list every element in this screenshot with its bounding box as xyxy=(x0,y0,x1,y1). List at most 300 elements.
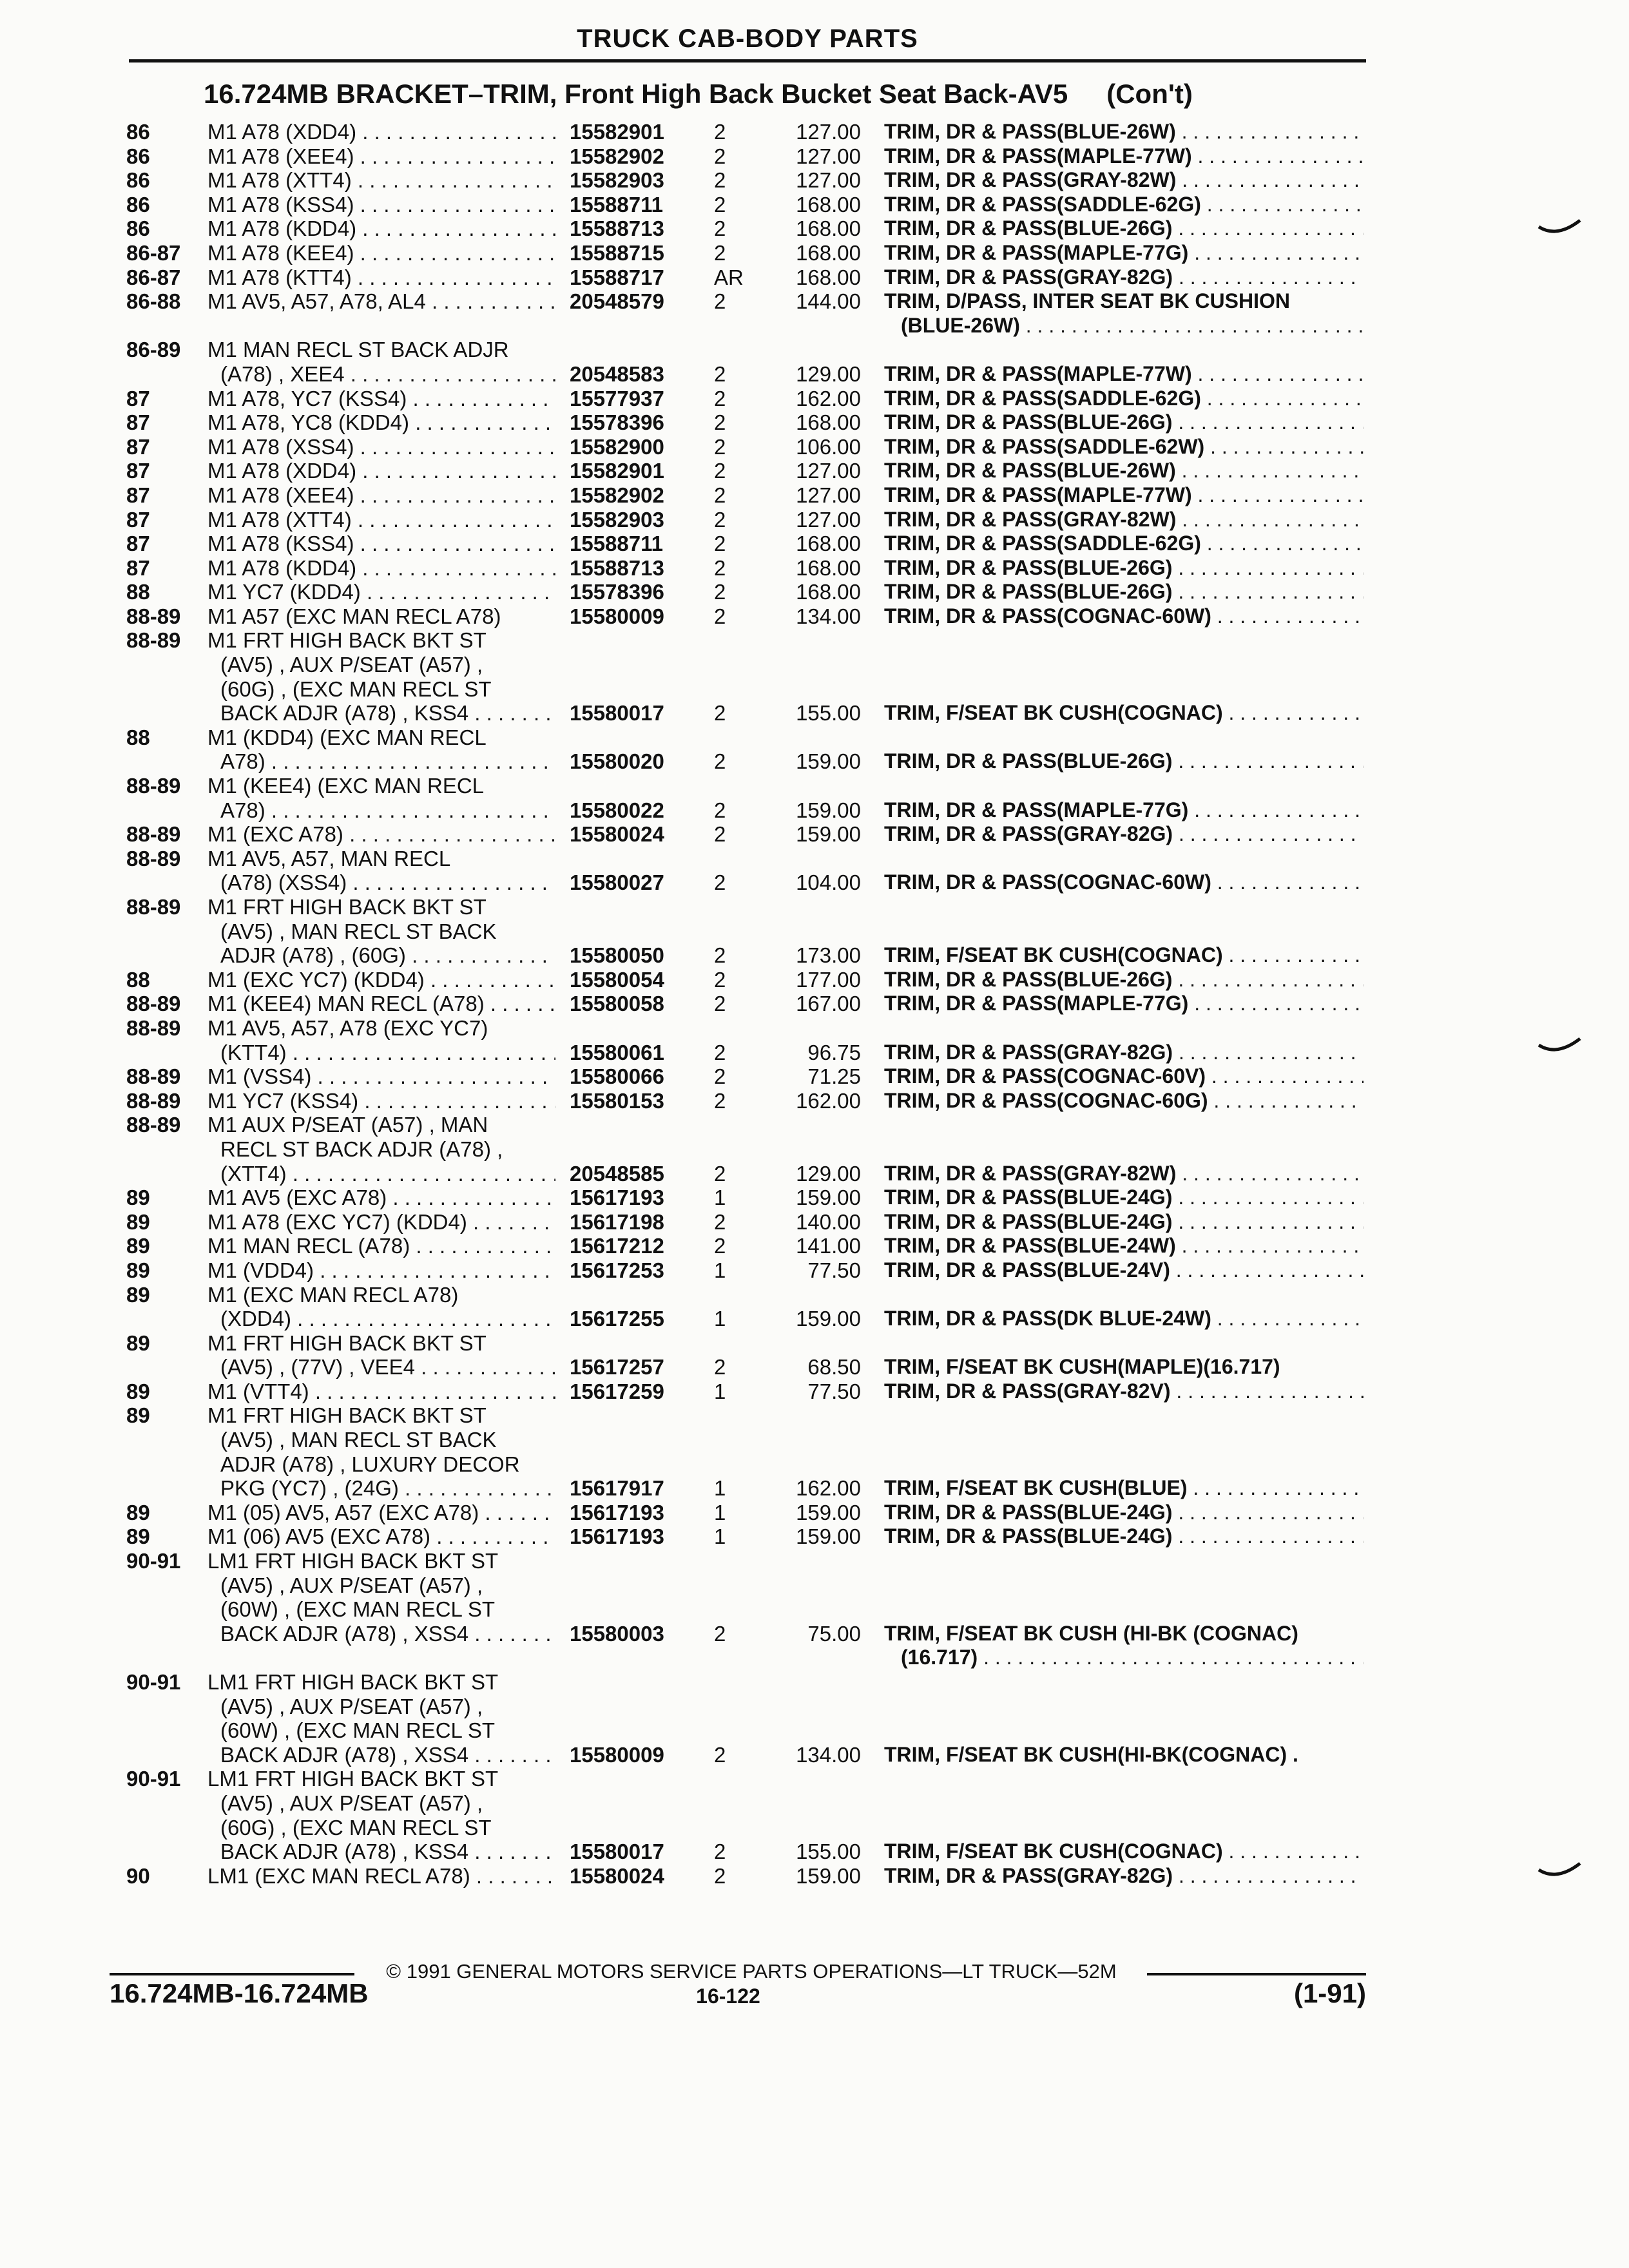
part-name-cell: TRIM, F/SEAT BK CUSH(COGNAC) . . . xyxy=(884,701,1364,726)
part-name-cell: TRIM, DR & PASS(SADDLE-62G) . . . xyxy=(884,387,1364,411)
price-cell: 159.00 xyxy=(796,1524,861,1549)
year-cell: 88 xyxy=(126,725,150,749)
usage-cell: RECL ST BACK ADJR (A78) , xyxy=(220,1137,503,1161)
part-number-cell: 15580022 xyxy=(570,798,664,822)
year-cell: 87 xyxy=(126,386,150,410)
quantity-cell: 2 xyxy=(714,240,726,265)
quantity-cell: 1 xyxy=(714,1186,726,1210)
table-row xyxy=(0,1816,1629,1840)
usage-cell: (60G) , (EXC MAN RECL ST xyxy=(220,1815,492,1840)
part-number-cell: 15580061 xyxy=(570,1040,664,1064)
part-number-cell: 15582902 xyxy=(570,483,664,507)
year-cell: 88-89 xyxy=(126,895,181,919)
table-row xyxy=(0,1283,1629,1307)
usage-cell: M1 AV5, A57, A78 (EXC YC7) xyxy=(207,1015,488,1040)
price-cell: 168.00 xyxy=(796,410,861,435)
table-row xyxy=(0,144,1629,169)
usage-cell: M1 A78 (KSS4) . . . xyxy=(207,532,555,556)
usage-cell: M1 FRT HIGH BACK BKT ST xyxy=(207,628,487,653)
part-name-cell: TRIM, F/SEAT BK CUSH(BLUE) . . . xyxy=(884,1476,1364,1501)
quantity-cell: 2 xyxy=(714,992,726,1016)
table-row xyxy=(0,1089,1629,1113)
price-cell: 168.00 xyxy=(796,240,861,265)
usage-cell: M1 AV5, A57, MAN RECL xyxy=(207,846,451,870)
quantity-cell: 2 xyxy=(714,798,726,822)
part-number-cell: 15617193 xyxy=(570,1500,664,1524)
part-name-cell: TRIM, DR & PASS(BLUE-26G) . . . xyxy=(884,556,1364,581)
part-number-cell: 15580066 xyxy=(570,1064,664,1089)
quantity-cell: 2 xyxy=(714,1621,726,1646)
table-row xyxy=(0,1597,1629,1622)
usage-cell: ADJR (A78) , LUXURY DECOR xyxy=(220,1452,520,1476)
year-cell: 86 xyxy=(126,120,150,144)
footer-page-number: 16-122 xyxy=(696,1984,760,2008)
table-row xyxy=(0,1791,1629,1816)
table-row xyxy=(0,943,1629,968)
part-number-cell: 15617253 xyxy=(570,1258,664,1282)
year-cell: 90-91 xyxy=(126,1549,181,1573)
table-row xyxy=(0,289,1629,314)
table-row xyxy=(0,1476,1629,1501)
part-name-cell: TRIM, DR & PASS(BLUE-24G) . . . xyxy=(884,1524,1364,1549)
part-name-cell: TRIM, DR & PASS(BLUE-26G) . . . xyxy=(884,216,1364,241)
quantity-cell: 2 xyxy=(714,144,726,168)
part-name-cell: TRIM, DR & PASS(GRAY-82W) . . . xyxy=(884,1162,1364,1186)
price-cell: 168.00 xyxy=(796,532,861,556)
usage-cell: M1 A78 (XDD4) . . . xyxy=(207,120,555,144)
header-rule xyxy=(129,59,1366,62)
year-cell: 88-89 xyxy=(126,1113,181,1137)
part-name-cell: TRIM, DR & PASS(MAPLE-77W) . . . xyxy=(884,144,1364,169)
table-row xyxy=(0,1573,1629,1598)
price-cell: 155.00 xyxy=(796,701,861,726)
usage-cell: M1 YC7 (KDD4) . . . xyxy=(207,580,555,604)
quantity-cell: 1 xyxy=(714,1258,726,1282)
table-row xyxy=(0,677,1629,702)
price-cell: 68.50 xyxy=(807,1355,861,1379)
quantity-cell: 2 xyxy=(714,120,726,144)
part-number-cell: 15617193 xyxy=(570,1186,664,1210)
part-name-cell: TRIM, DR & PASS(SADDLE-62G) . . . xyxy=(884,193,1364,217)
price-cell: 173.00 xyxy=(796,943,861,968)
year-cell: 87 xyxy=(126,410,150,435)
part-number-cell: 15580003 xyxy=(570,1621,664,1646)
footer-rule-right xyxy=(1147,1973,1366,1975)
usage-cell: A78) . . . xyxy=(220,749,555,774)
part-name-cell: TRIM, DR & PASS(BLUE-26G) . . . xyxy=(884,749,1364,774)
usage-cell: ADJR (A78) , (60G) . . . xyxy=(220,943,555,968)
price-cell: 77.50 xyxy=(807,1258,861,1282)
table-row xyxy=(0,556,1629,581)
year-cell: 86 xyxy=(126,168,150,193)
quantity-cell: 2 xyxy=(714,532,726,556)
quantity-cell: 2 xyxy=(714,386,726,410)
quantity-cell: 1 xyxy=(714,1500,726,1524)
year-cell: 86-87 xyxy=(126,265,181,289)
table-row xyxy=(0,1767,1629,1791)
table-row xyxy=(0,168,1629,193)
usage-cell: M1 FRT HIGH BACK BKT ST xyxy=(207,895,487,919)
price-cell: 159.00 xyxy=(796,749,861,774)
price-cell: 162.00 xyxy=(796,1476,861,1501)
table-row xyxy=(0,120,1629,144)
usage-cell: (60W) , (EXC MAN RECL ST xyxy=(220,1718,495,1743)
part-number-cell: 15588717 xyxy=(570,265,664,289)
usage-cell: BACK ADJR (A78) , KSS4 . . . xyxy=(220,701,555,726)
table-row xyxy=(0,1016,1629,1041)
usage-cell: M1 A78 (XDD4) . . . xyxy=(207,459,555,483)
quantity-cell: 1 xyxy=(714,1476,726,1501)
part-name-cell: TRIM, DR & PASS(COGNAC-60V) . . . xyxy=(884,1064,1364,1089)
usage-cell: (AV5) , AUX P/SEAT (A57) , xyxy=(220,1791,483,1815)
usage-cell: A78) . . . xyxy=(220,798,555,823)
year-cell: 89 xyxy=(126,1331,150,1355)
part-name-cell: TRIM, DR & PASS(GRAY-82V) . . . xyxy=(884,1379,1364,1404)
price-cell: 134.00 xyxy=(796,604,861,628)
price-cell: 106.00 xyxy=(796,434,861,459)
price-cell: 141.00 xyxy=(796,1234,861,1258)
table-row xyxy=(0,1718,1629,1743)
footer-date: (1-91) xyxy=(1293,1978,1366,2008)
table-row xyxy=(0,1403,1629,1428)
year-cell: 89 xyxy=(126,1282,150,1307)
usage-cell: M1 FRT HIGH BACK BKT ST xyxy=(207,1403,487,1428)
year-cell: 87 xyxy=(126,555,150,580)
part-number-cell: 15588711 xyxy=(570,192,664,216)
price-cell: 127.00 xyxy=(796,507,861,532)
part-name-cell: TRIM, DR & PASS(BLUE-24G) . . . xyxy=(884,1501,1364,1525)
table-row xyxy=(0,387,1629,411)
usage-cell: M1 (05) AV5, A57 (EXC A78) . . . xyxy=(207,1501,555,1525)
price-cell: 155.00 xyxy=(796,1840,861,1864)
year-cell: 89 xyxy=(126,1186,150,1210)
table-row xyxy=(0,410,1629,435)
part-number-cell: 15582901 xyxy=(570,120,664,144)
part-name-cell: TRIM, DR & PASS(MAPLE-77W) . . . xyxy=(884,483,1364,508)
section-title xyxy=(204,79,1376,115)
part-number-cell: 15580009 xyxy=(570,604,664,628)
table-row xyxy=(0,1355,1629,1379)
price-cell: 168.00 xyxy=(796,555,861,580)
part-name-cell: TRIM, DR & PASS(GRAY-82G) . . . xyxy=(884,1041,1364,1065)
price-cell: 159.00 xyxy=(796,798,861,822)
section-title-text: 16.724MB BRACKET–TRIM, Front High Back Bucket Seat Back-AV5 xyxy=(204,79,1068,109)
table-row xyxy=(0,193,1629,217)
quantity-cell: 2 xyxy=(714,1161,726,1186)
table-row xyxy=(0,992,1629,1016)
year-cell: 88-89 xyxy=(126,1088,181,1113)
part-name-cell: TRIM, DR & PASS(GRAY-82W) . . . xyxy=(884,168,1364,193)
price-cell: 159.00 xyxy=(796,1307,861,1331)
part-name-cell: TRIM, DR & PASS(BLUE-24G) . . . xyxy=(884,1210,1364,1235)
part-number-cell: 15582903 xyxy=(570,168,664,193)
table-row xyxy=(0,265,1629,290)
year-cell: 87 xyxy=(126,434,150,459)
check-mark-icon xyxy=(1537,219,1583,238)
part-name-cell: TRIM, DR & PASS(MAPLE-77G) . . . xyxy=(884,798,1364,823)
usage-cell: (AV5) , AUX P/SEAT (A57) , xyxy=(220,653,483,677)
usage-cell: LM1 FRT HIGH BACK BKT ST xyxy=(207,1670,499,1694)
table-row xyxy=(0,847,1629,871)
usage-cell: M1 AV5 (EXC A78) . . . xyxy=(207,1186,555,1210)
quantity-cell: 2 xyxy=(714,1064,726,1089)
year-cell: 88-89 xyxy=(126,604,181,628)
year-cell: 89 xyxy=(126,1379,150,1403)
part-number-cell: 15580020 xyxy=(570,749,664,774)
usage-cell: M1 A78 (XSS4) . . . xyxy=(207,435,555,459)
part-name-cell: TRIM, DR & PASS(COGNAC-60W) . . . xyxy=(884,604,1364,629)
part-number-cell: 15580009 xyxy=(570,1742,664,1767)
table-row xyxy=(0,338,1629,362)
table-row xyxy=(0,1113,1629,1137)
year-cell: 86-88 xyxy=(126,289,181,314)
page-header: TRUCK CAB-BODY PARTS xyxy=(577,24,918,53)
part-number-cell: 20548585 xyxy=(570,1161,664,1186)
price-cell: 140.00 xyxy=(796,1209,861,1234)
part-name-cell: (16.717) . . . xyxy=(901,1646,1364,1670)
part-number-cell: 15588711 xyxy=(570,532,664,556)
usage-cell: M1 A78 (XEE4) . . . xyxy=(207,144,555,169)
part-number-cell: 15588713 xyxy=(570,555,664,580)
table-row xyxy=(0,1743,1629,1767)
price-cell: 167.00 xyxy=(796,992,861,1016)
table-row xyxy=(0,1501,1629,1525)
usage-cell: M1 (EXC MAN RECL A78) xyxy=(207,1282,459,1307)
part-name-cell: TRIM, D/PASS, INTER SEAT BK CUSHION xyxy=(884,289,1290,313)
table-row xyxy=(0,532,1629,556)
check-mark-icon xyxy=(1537,1862,1583,1881)
year-cell: 87 xyxy=(126,483,150,507)
price-cell: 159.00 xyxy=(796,822,861,847)
quantity-cell: 2 xyxy=(714,216,726,241)
quantity-cell: 2 xyxy=(714,192,726,216)
price-cell: 127.00 xyxy=(796,120,861,144)
footer-copyright: © 1991 GENERAL MOTORS SERVICE PARTS OPERATIONS—LT TRUCK—52M xyxy=(386,1960,1117,1983)
price-cell: 168.00 xyxy=(796,192,861,216)
table-row xyxy=(0,1549,1629,1573)
usage-cell: M1 A78 (KTT4) . . . xyxy=(207,265,555,290)
table-row xyxy=(0,870,1629,895)
table-row xyxy=(0,1428,1629,1452)
table-row xyxy=(0,895,1629,919)
part-name-cell: TRIM, DR & PASS(MAPLE-77G) . . . xyxy=(884,992,1364,1016)
table-row xyxy=(0,1379,1629,1404)
price-cell: 162.00 xyxy=(796,1088,861,1113)
price-cell: 134.00 xyxy=(796,1742,861,1767)
table-row xyxy=(0,774,1629,798)
part-name-cell: TRIM, F/SEAT BK CUSH (HI-BK (COGNAC) xyxy=(884,1621,1298,1645)
usage-cell: (AV5) , MAN RECL ST BACK xyxy=(220,919,497,943)
table-row xyxy=(0,1186,1629,1210)
usage-cell: M1 AV5, A57, A78, AL4 . . . xyxy=(207,289,555,314)
usage-cell: M1 (KDD4) (EXC MAN RECL xyxy=(207,725,487,749)
usage-cell: M1 A78 (KEE4) . . . xyxy=(207,241,555,265)
quantity-cell: 2 xyxy=(714,168,726,193)
year-cell: 88-89 xyxy=(126,774,181,798)
table-row xyxy=(0,459,1629,483)
usage-cell: M1 A78 (KDD4) . . . xyxy=(207,216,555,241)
table-row xyxy=(0,216,1629,241)
year-cell: 88 xyxy=(126,580,150,604)
year-cell: 89 xyxy=(126,1234,150,1258)
table-row xyxy=(0,1840,1629,1864)
part-name-cell: TRIM, DR & PASS(BLUE-26G) . . . xyxy=(884,580,1364,604)
part-number-cell: 15580050 xyxy=(570,943,664,968)
part-number-cell: 20548579 xyxy=(570,289,664,314)
table-row xyxy=(0,362,1629,387)
part-number-cell: 15577937 xyxy=(570,386,664,410)
table-row xyxy=(0,1670,1629,1695)
usage-cell: (XTT4) . . . xyxy=(220,1162,555,1186)
price-cell: 127.00 xyxy=(796,483,861,507)
part-name-cell: TRIM, DR & PASS(COGNAC-60W) . . . xyxy=(884,870,1364,895)
quantity-cell: 2 xyxy=(714,1840,726,1864)
price-cell: 177.00 xyxy=(796,967,861,992)
year-cell: 88-89 xyxy=(126,628,181,653)
quantity-cell: 2 xyxy=(714,1355,726,1379)
table-row xyxy=(0,701,1629,726)
year-cell: 90-91 xyxy=(126,1670,181,1694)
year-cell: 87 xyxy=(126,532,150,556)
price-cell: 96.75 xyxy=(807,1040,861,1064)
part-number-cell: 15617193 xyxy=(570,1524,664,1549)
part-number-cell: 15580024 xyxy=(570,1863,664,1888)
section-continued: (Con't) xyxy=(1106,79,1193,109)
quantity-cell: 2 xyxy=(714,1742,726,1767)
table-row xyxy=(0,1307,1629,1331)
part-name-cell: TRIM, DR & PASS(SADDLE-62G) . . . xyxy=(884,532,1364,556)
year-cell: 89 xyxy=(126,1209,150,1234)
quantity-cell: 2 xyxy=(714,289,726,314)
quantity-cell: 2 xyxy=(714,1088,726,1113)
usage-cell: M1 (EXC A78) . . . xyxy=(207,822,555,847)
table-row xyxy=(0,749,1629,774)
price-cell: 104.00 xyxy=(796,870,861,895)
part-number-cell: 15582901 xyxy=(570,459,664,483)
price-cell: 168.00 xyxy=(796,265,861,289)
part-number-cell: 15582900 xyxy=(570,434,664,459)
usage-cell: (AV5) , AUX P/SEAT (A57) , xyxy=(220,1694,483,1718)
part-name-cell: TRIM, DR & PASS(GRAY-82G) . . . xyxy=(884,265,1364,290)
part-number-cell: 15617259 xyxy=(570,1379,664,1403)
table-row xyxy=(0,798,1629,823)
quantity-cell: 2 xyxy=(714,361,726,386)
usage-cell: (AV5) , (77V) , VEE4 . . . xyxy=(220,1355,555,1379)
price-cell: 168.00 xyxy=(796,216,861,241)
quantity-cell: 2 xyxy=(714,507,726,532)
table-row xyxy=(0,1234,1629,1258)
quantity-cell: 2 xyxy=(714,580,726,604)
table-row xyxy=(0,1695,1629,1719)
part-number-cell: 15580017 xyxy=(570,701,664,726)
price-cell: 159.00 xyxy=(796,1863,861,1888)
part-name-cell: TRIM, F/SEAT BK CUSH(COGNAC) . . . xyxy=(884,943,1364,968)
part-number-cell: 15580054 xyxy=(570,967,664,992)
table-row xyxy=(0,435,1629,459)
quantity-cell: 2 xyxy=(714,1863,726,1888)
quantity-cell: 2 xyxy=(714,967,726,992)
usage-cell: M1 (KEE4) MAN RECL (A78) . . . xyxy=(207,992,555,1016)
part-number-cell: 15588713 xyxy=(570,216,664,241)
part-name-cell: TRIM, DR & PASS(MAPLE-77G) . . . xyxy=(884,241,1364,265)
table-row xyxy=(0,1210,1629,1235)
usage-cell: LM1 FRT HIGH BACK BKT ST xyxy=(207,1549,499,1573)
part-name-cell: TRIM, DR & PASS(BLUE-26G) . . . xyxy=(884,968,1364,992)
usage-cell: M1 MAN RECL (A78) . . . xyxy=(207,1234,555,1258)
usage-cell: M1 (EXC YC7) (KDD4) . . . xyxy=(207,968,555,992)
usage-cell: M1 AUX P/SEAT (A57) , MAN xyxy=(207,1113,488,1137)
price-cell: 159.00 xyxy=(796,1500,861,1524)
quantity-cell: 2 xyxy=(714,459,726,483)
quantity-cell: AR xyxy=(714,265,744,289)
quantity-cell: 2 xyxy=(714,1209,726,1234)
part-number-cell: 15617917 xyxy=(570,1476,664,1501)
quantity-cell: 2 xyxy=(714,749,726,774)
table-row xyxy=(0,726,1629,750)
price-cell: 71.25 xyxy=(807,1064,861,1089)
part-number-cell: 15580024 xyxy=(570,822,664,847)
year-cell: 89 xyxy=(126,1258,150,1282)
parts-list xyxy=(0,120,1629,1888)
price-cell: 168.00 xyxy=(796,580,861,604)
year-cell: 86-87 xyxy=(126,240,181,265)
part-number-cell: 15580027 xyxy=(570,870,664,895)
part-number-cell: 15582902 xyxy=(570,144,664,168)
part-number-cell: 20548583 xyxy=(570,361,664,386)
part-number-cell: 15578396 xyxy=(570,410,664,435)
usage-cell: (AV5) , AUX P/SEAT (A57) , xyxy=(220,1573,483,1597)
price-cell: 159.00 xyxy=(796,1186,861,1210)
part-name-cell: TRIM, DR & PASS(BLUE-26W) . . . xyxy=(884,120,1364,144)
part-name-cell: TRIM, F/SEAT BK CUSH(HI-BK(COGNAC) . xyxy=(884,1742,1298,1766)
part-name-cell: TRIM, DR & PASS(GRAY-82G) . . . xyxy=(884,1864,1364,1888)
part-name-cell: TRIM, DR & PASS(BLUE-24W) . . . xyxy=(884,1234,1364,1258)
table-row xyxy=(0,1524,1629,1549)
usage-cell: M1 MAN RECL ST BACK ADJR xyxy=(207,338,509,362)
table-row xyxy=(0,1041,1629,1065)
year-cell: 88-89 xyxy=(126,846,181,870)
usage-cell: M1 A78 (KDD4) . . . xyxy=(207,556,555,581)
usage-cell: BACK ADJR (A78) , XSS4 . . . xyxy=(220,1622,555,1646)
footer-section-range: 16.724MB-16.724MB xyxy=(110,1978,369,2008)
part-name-cell: (BLUE-26W) . . . xyxy=(901,314,1364,338)
usage-cell: M1 (VSS4) . . . xyxy=(207,1064,555,1089)
usage-cell: M1 A78 (EXC YC7) (KDD4) . . . xyxy=(207,1210,555,1235)
quantity-cell: 2 xyxy=(714,434,726,459)
year-cell: 88-89 xyxy=(126,1015,181,1040)
part-number-cell: 15617212 xyxy=(570,1234,664,1258)
usage-cell: (AV5) , MAN RECL ST BACK xyxy=(220,1428,497,1452)
part-number-cell: 15588715 xyxy=(570,240,664,265)
part-number-cell: 15580017 xyxy=(570,1840,664,1864)
quantity-cell: 2 xyxy=(714,701,726,726)
table-row xyxy=(0,1331,1629,1356)
usage-cell: BACK ADJR (A78) , XSS4 . . . xyxy=(220,1743,555,1767)
footer-rule-left xyxy=(110,1973,354,1975)
part-name-cell: TRIM, DR & PASS(BLUE-26G) . . . xyxy=(884,410,1364,435)
quantity-cell: 1 xyxy=(714,1524,726,1549)
usage-cell: M1 A57 (EXC MAN RECL A78) xyxy=(207,604,501,628)
quantity-cell: 2 xyxy=(714,870,726,895)
year-cell: 86-89 xyxy=(126,338,181,362)
quantity-cell: 2 xyxy=(714,1234,726,1258)
part-name-cell: TRIM, DR & PASS(GRAY-82G) . . . xyxy=(884,822,1364,847)
usage-cell: (A78) (XSS4) . . . xyxy=(220,870,555,895)
part-name-cell: TRIM, DR & PASS(BLUE-26W) . . . xyxy=(884,459,1364,483)
price-cell: 77.50 xyxy=(807,1379,861,1403)
table-row xyxy=(0,580,1629,604)
year-cell: 88 xyxy=(126,967,150,992)
